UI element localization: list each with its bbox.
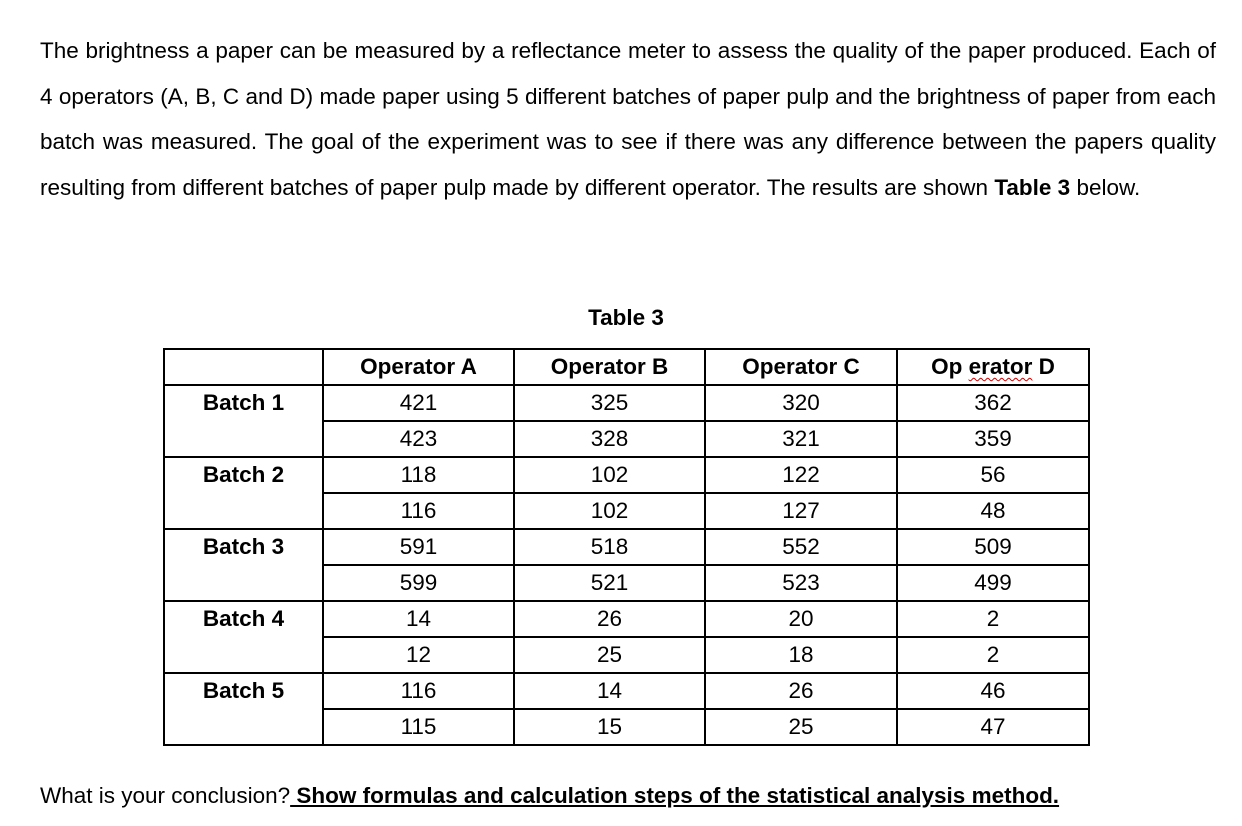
table-row — [164, 457, 1089, 493]
table-cell: 46 — [897, 673, 1089, 709]
table-reference: Table 3 — [994, 174, 1071, 200]
table-cell: 325 — [514, 385, 705, 421]
table-cell: 518 — [514, 529, 705, 565]
question-prompt: What is your conclusion? — [40, 783, 291, 808]
spellcheck-underline: erator — [968, 354, 1033, 379]
table-cell: 2 — [897, 637, 1089, 673]
header-operator-a: Operator A — [323, 349, 514, 385]
table-cell: 115 — [323, 709, 514, 745]
intro-paragraph — [40, 28, 1216, 210]
table-cell: 48 — [897, 493, 1089, 529]
table-cell: 359 — [897, 421, 1089, 457]
table-cell: 599 — [323, 565, 514, 601]
table-cell: 14 — [323, 601, 514, 637]
batch-label: Batch 2 — [164, 457, 323, 529]
table-cell: 523 — [705, 565, 897, 601]
table-cell: 362 — [897, 385, 1089, 421]
table-cell: 102 — [514, 493, 705, 529]
table-cell: 509 — [897, 529, 1089, 565]
header-operator-d: Op erator D — [897, 349, 1089, 385]
batch-label: Batch 1 — [164, 385, 323, 457]
question-instruction: Show formulas and calculation steps of the statistical analysis method. — [290, 783, 1060, 808]
table-cell: 321 — [705, 421, 897, 457]
header-row — [164, 349, 1089, 385]
table-cell: 2 — [897, 601, 1089, 637]
table-cell: 118 — [323, 457, 514, 493]
table-cell: 499 — [897, 565, 1089, 601]
table-cell: 25 — [705, 709, 897, 745]
table-cell: 20 — [705, 601, 897, 637]
table-row — [164, 385, 1089, 421]
table-cell: 320 — [705, 385, 897, 421]
table-cell: 56 — [897, 457, 1089, 493]
intro-text: The brightness a paper can be measured by a reflectance meter to assess the quality of the paper produced. Each of 4 operators (A, B, C and D) made paper using 5 different batches of paper pulp and the brightness of paper from each batch was measured. The goal of the experiment was to see if there was any difference between the papers quality resulting from different batches of paper pulp made by different operator. The results are shown — [40, 38, 1216, 200]
intro-text-end: below. — [1070, 174, 1141, 200]
table-cell: 552 — [705, 529, 897, 565]
table-cell: 591 — [323, 529, 514, 565]
table-cell: 26 — [514, 601, 705, 637]
table-cell: 102 — [514, 457, 705, 493]
batch-label: Batch 4 — [164, 601, 323, 673]
table-cell: 12 — [323, 637, 514, 673]
table-cell: 26 — [705, 673, 897, 709]
batch-label: Batch 3 — [164, 529, 323, 601]
header-operator-b: Operator B — [514, 349, 705, 385]
table-row — [164, 673, 1089, 709]
table-caption: Table 3 — [588, 305, 664, 330]
table-cell: 18 — [705, 637, 897, 673]
table-cell: 423 — [323, 421, 514, 457]
table-cell: 116 — [323, 673, 514, 709]
table-cell: 328 — [514, 421, 705, 457]
question-line — [40, 783, 1059, 809]
table-cell: 47 — [897, 709, 1089, 745]
batch-label: Batch 5 — [164, 673, 323, 745]
table-cell: 116 — [323, 493, 514, 529]
table-cell: 25 — [514, 637, 705, 673]
table-cell: 127 — [705, 493, 897, 529]
table-cell: 15 — [514, 709, 705, 745]
table-cell: 14 — [514, 673, 705, 709]
table-cell: 122 — [705, 457, 897, 493]
corner-cell — [164, 349, 323, 385]
table-row — [164, 601, 1089, 637]
table-row — [164, 529, 1089, 565]
brightness-table — [163, 348, 1090, 746]
header-operator-c: Operator C — [705, 349, 897, 385]
table-cell: 521 — [514, 565, 705, 601]
table-cell: 421 — [323, 385, 514, 421]
